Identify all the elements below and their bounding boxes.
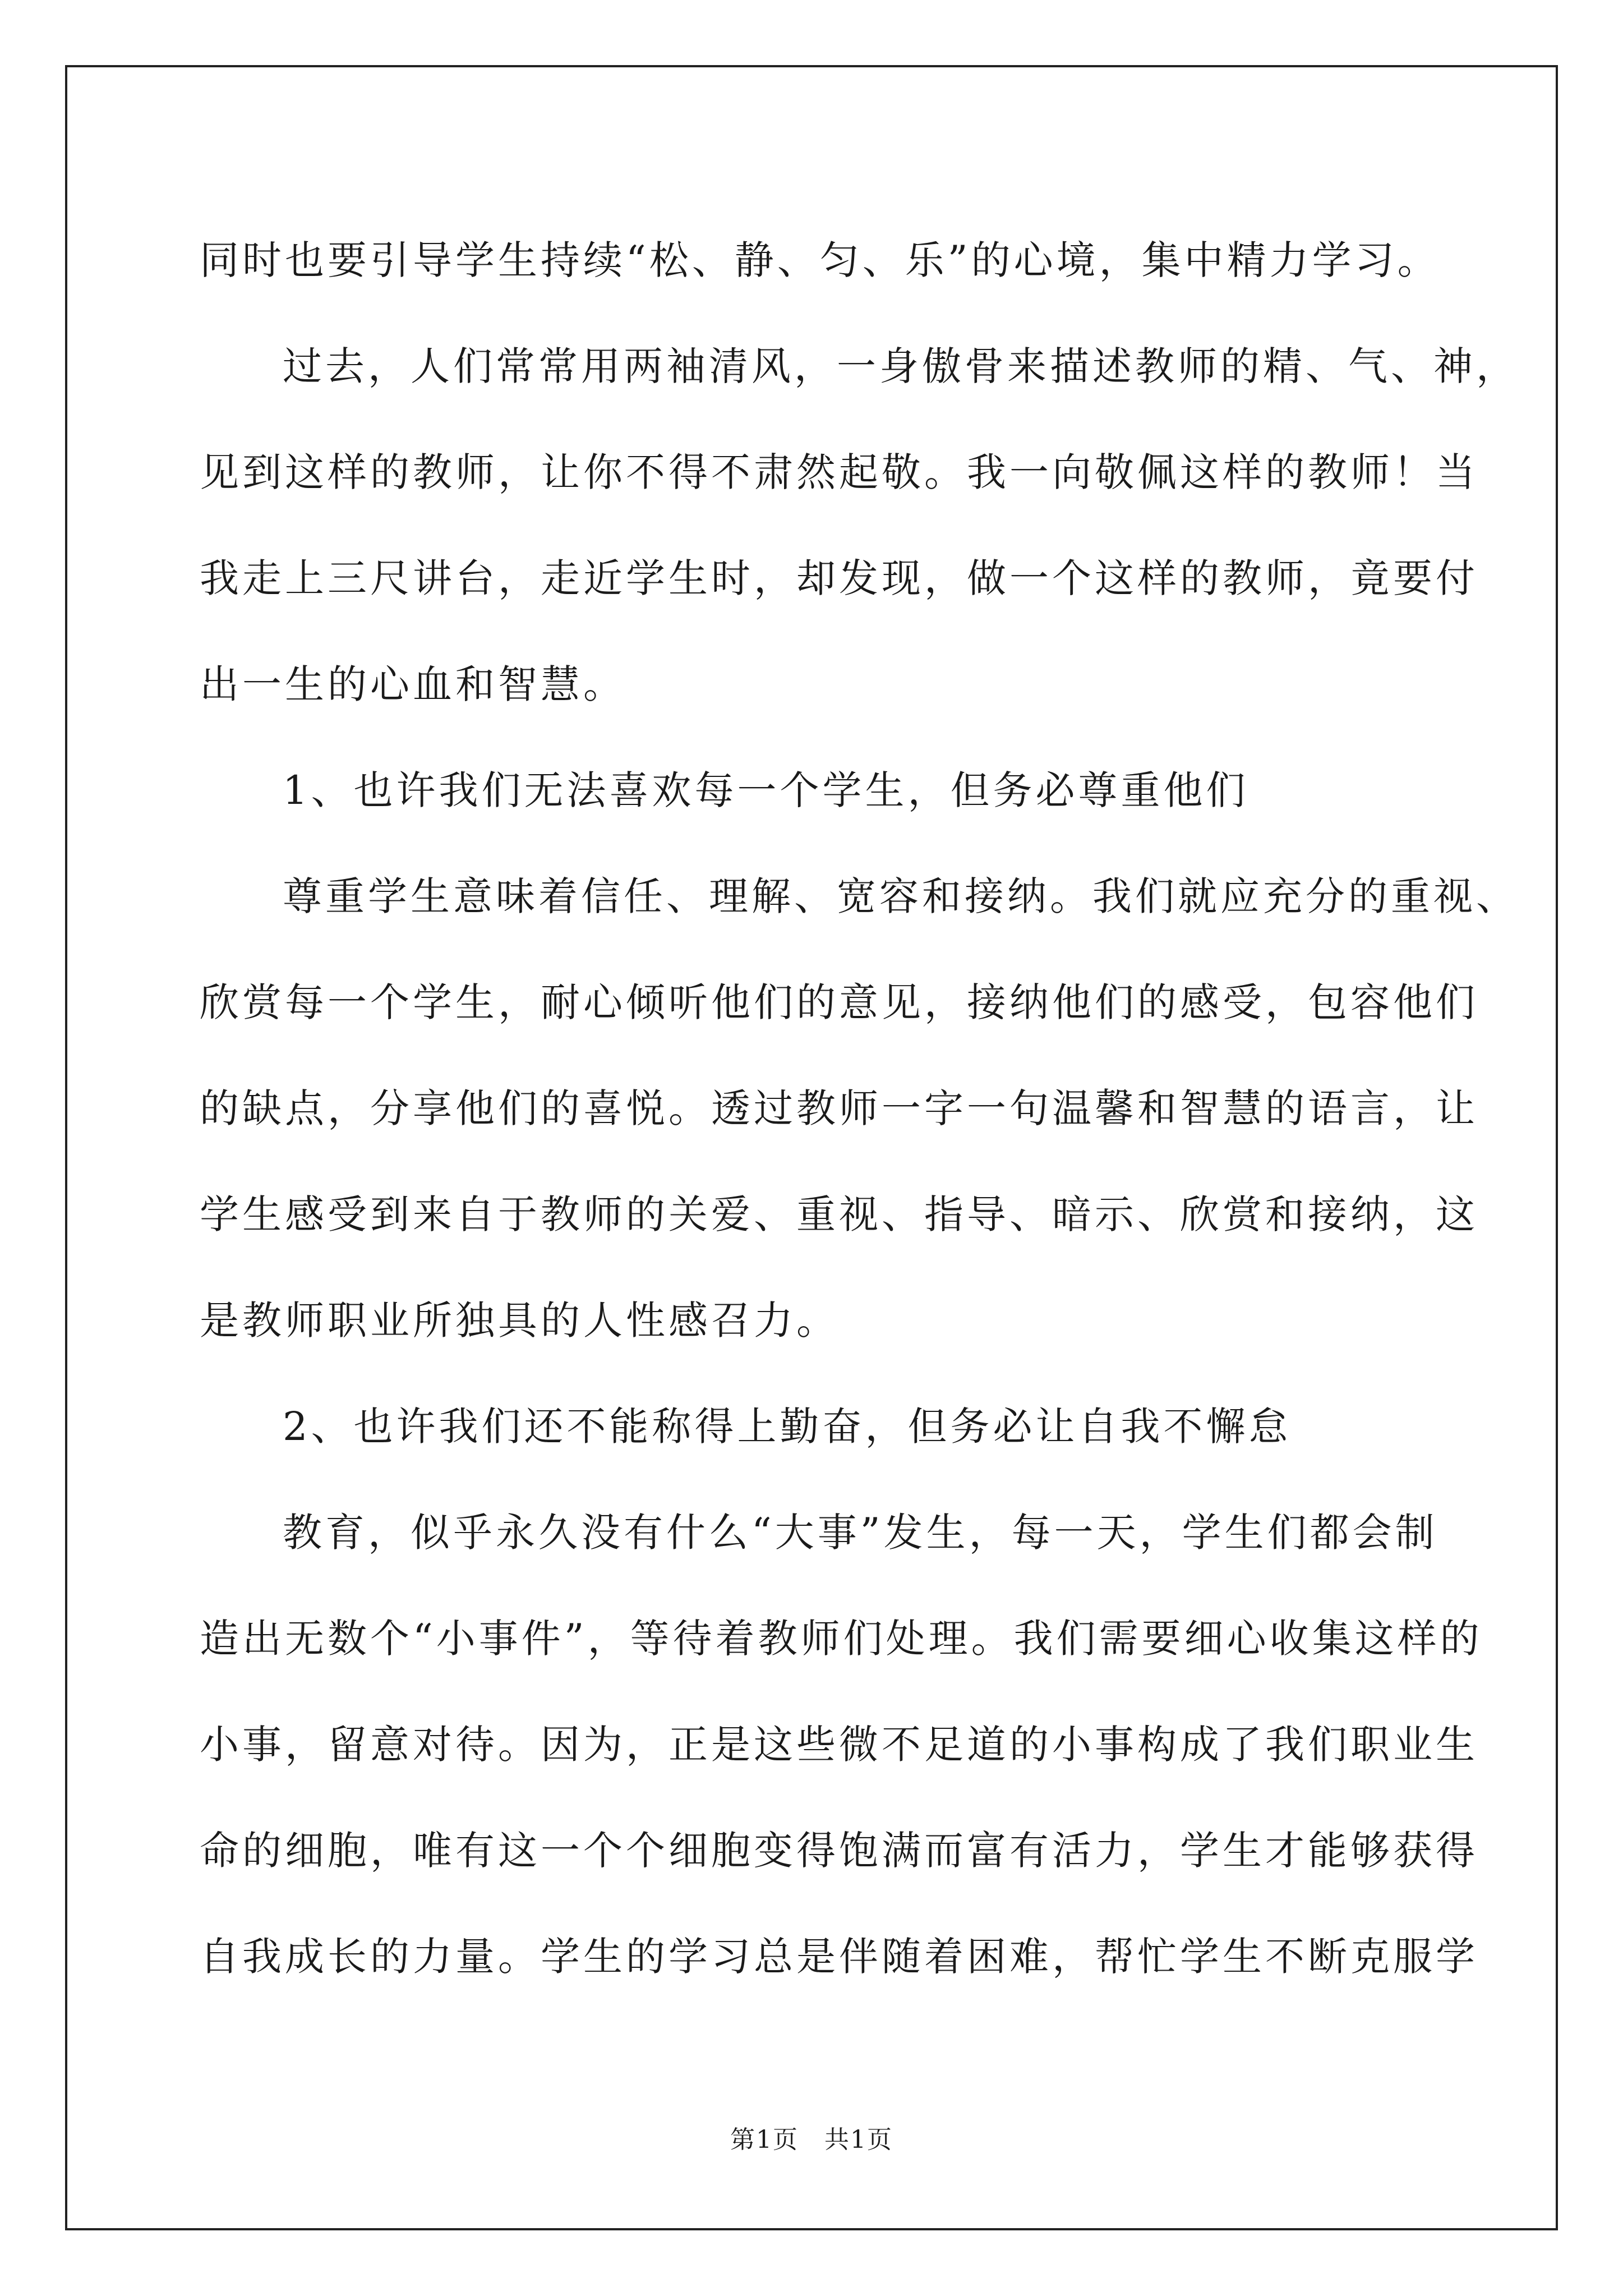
text-line: 是教师职业所独具的人性感召力。	[200, 1297, 839, 1343]
text-line: 教育，似乎永久没有什么“大事”发生，每一天，学生们都会制	[283, 1510, 1438, 1556]
text-line: 欣赏每一个学生，耐心倾听他们的意见，接纳他们的感受，包容他们	[200, 979, 1478, 1025]
text-line: 我走上三尺讲台，走近学生时，却发现，做一个这样的教师，竟要付	[200, 555, 1478, 601]
text-line: 命的细胞，唯有这一个个细胞变得饱满而富有活力，学生才能够获得	[200, 1828, 1478, 1874]
text-line: 自我成长的力量。学生的学习总是伴随着困难，帮忙学生不断克服学	[200, 1934, 1478, 1980]
text-line: 的缺点，分享他们的喜悦。透过教师一字一句温馨和智慧的语言，让	[200, 1085, 1478, 1131]
text-line: 出一生的心血和智慧。	[200, 661, 626, 707]
text-line: 造出无数个“小事件”，等待着教师们处理。我们需要细心收集这样的	[200, 1616, 1483, 1662]
text-line: 见到这样的教师，让你不得不肃然起敬。我一向敬佩这样的教师！当	[200, 449, 1478, 495]
section-heading: 1、也许我们无法喜欢每一个学生，但务必尊重他们	[283, 767, 1249, 813]
section-heading: 2、也许我们还不能称得上勤奋，但务必让自我不懈怠	[283, 1404, 1292, 1450]
text-line: 学生感受到来自于教师的关爱、重视、指导、暗示、欣赏和接纳，这	[200, 1191, 1478, 1237]
page-footer	[0, 2119, 1623, 2155]
page-number-label: 第1页 共1页	[730, 2125, 893, 2154]
text-line: 小事，留意对待。因为，正是这些微不足道的小事构成了我们职业生	[200, 1722, 1478, 1768]
document-body	[200, 208, 1519, 2010]
text-line: 尊重学生意味着信任、理解、宽容和接纳。我们就应充分的重视、	[283, 873, 1519, 919]
text-line: 过去，人们常常用两袖清风，一身傲骨来描述教师的精、气、神，	[283, 343, 1519, 389]
text-line: 同时也要引导学生持续“松、静、匀、乐”的心境，集中精力学习。	[200, 237, 1440, 283]
